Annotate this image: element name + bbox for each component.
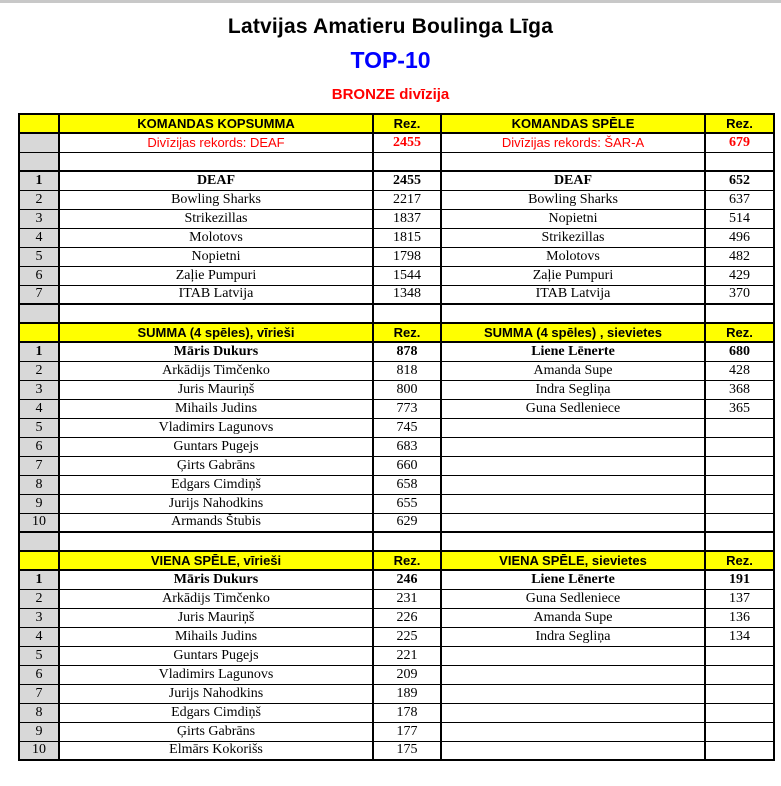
right-name-cell	[441, 494, 705, 513]
rank-cell: 3	[19, 608, 59, 627]
right-score-cell: 370	[705, 285, 774, 304]
table-row	[19, 380, 774, 399]
division-subtitle: BRONZE divīzija	[331, 86, 450, 103]
spacer-cell	[59, 532, 373, 551]
right-name-cell: Molotovs	[441, 247, 705, 266]
rank-cell: 7	[19, 456, 59, 475]
rank-cell: 8	[19, 703, 59, 722]
right-score-cell	[705, 494, 774, 513]
right-name-cell: Amanda Supe	[441, 608, 705, 627]
left-rez-header: Rez.	[373, 551, 441, 570]
rank-cell: 6	[19, 266, 59, 285]
right-rez-header: Rez.	[705, 323, 774, 342]
table-row	[19, 570, 774, 589]
left-record-value: 2455	[373, 133, 441, 152]
spacer-cell	[59, 152, 373, 171]
left-section-title: KOMANDAS KOPSUMMA	[59, 114, 373, 133]
left-score-cell: 818	[373, 361, 441, 380]
page-title: Latvijas Amatieru Boulinga Līga	[227, 15, 554, 38]
right-name-cell	[441, 513, 705, 532]
table-row	[19, 722, 774, 741]
right-score-cell: 496	[705, 228, 774, 247]
left-name-cell: DEAF	[59, 171, 373, 190]
right-score-cell: 365	[705, 399, 774, 418]
table-row	[19, 361, 774, 380]
left-name-cell: Jurijs Nahodkins	[59, 494, 373, 513]
right-rez-header: Rez.	[705, 551, 774, 570]
left-score-cell: 660	[373, 456, 441, 475]
right-name-cell: Strikezillas	[441, 228, 705, 247]
right-score-cell: 137	[705, 589, 774, 608]
table-row	[19, 437, 774, 456]
left-score-cell: 1544	[373, 266, 441, 285]
left-name-cell: Māris Dukurs	[59, 342, 373, 361]
table-row	[19, 665, 774, 684]
right-name-cell	[441, 722, 705, 741]
left-name-cell: Vladimirs Lagunovs	[59, 665, 373, 684]
right-name-cell: Indra Segliņa	[441, 380, 705, 399]
rank-cell: 9	[19, 722, 59, 741]
spacer-cell	[441, 304, 705, 323]
corner-cell	[19, 551, 59, 570]
right-score-cell	[705, 665, 774, 684]
left-score-cell: 878	[373, 342, 441, 361]
left-score-cell: 246	[373, 570, 441, 589]
left-rez-header: Rez.	[373, 114, 441, 133]
table-row	[19, 190, 774, 209]
spacer-row	[19, 304, 774, 323]
spacer-rank-cell	[19, 532, 59, 551]
left-section-title: SUMMA (4 spēles), vīrieši	[59, 323, 373, 342]
spacer-cell	[373, 532, 441, 551]
left-name-cell: Māris Dukurs	[59, 570, 373, 589]
left-name-cell: ITAB Latvija	[59, 285, 373, 304]
right-score-cell: 136	[705, 608, 774, 627]
spacer-cell	[705, 304, 774, 323]
right-name-cell	[441, 665, 705, 684]
right-name-cell: Nopietni	[441, 209, 705, 228]
rank-cell: 10	[19, 741, 59, 760]
rank-cell: 3	[19, 380, 59, 399]
right-name-cell	[441, 418, 705, 437]
left-name-cell: Molotovs	[59, 228, 373, 247]
right-name-cell: Guna Sedleniece	[441, 589, 705, 608]
right-score-cell: 428	[705, 361, 774, 380]
right-score-cell: 482	[705, 247, 774, 266]
spacer-cell	[441, 152, 705, 171]
right-score-cell: 514	[705, 209, 774, 228]
left-score-cell: 629	[373, 513, 441, 532]
right-score-cell	[705, 741, 774, 760]
right-rez-header: Rez.	[705, 114, 774, 133]
right-score-cell	[705, 684, 774, 703]
table-row	[19, 266, 774, 285]
rank-cell: 6	[19, 665, 59, 684]
table-row	[19, 247, 774, 266]
left-score-cell: 1815	[373, 228, 441, 247]
window-top-border	[0, 0, 781, 3]
table-row	[19, 494, 774, 513]
left-name-cell: Jurijs Nahodkins	[59, 684, 373, 703]
table-row	[19, 608, 774, 627]
left-score-cell: 178	[373, 703, 441, 722]
spacer-cell	[705, 532, 774, 551]
table-row	[19, 741, 774, 760]
table-row	[19, 285, 774, 304]
table-row	[19, 513, 774, 532]
left-name-cell: Arkādijs Timčenko	[59, 361, 373, 380]
left-name-cell: Edgars Cimdiņš	[59, 475, 373, 494]
section-header-row	[19, 114, 774, 133]
spacer-cell	[705, 152, 774, 171]
right-name-cell: Liene Lēnerte	[441, 342, 705, 361]
table-row	[19, 646, 774, 665]
left-name-cell: Mihails Judins	[59, 627, 373, 646]
left-name-cell: Juris Mauriņš	[59, 380, 373, 399]
left-record-label: Divīzijas rekords: DEAF	[59, 133, 373, 152]
left-score-cell: 175	[373, 741, 441, 760]
left-name-cell: Zaļie Pumpuri	[59, 266, 373, 285]
right-score-cell	[705, 703, 774, 722]
table-row	[19, 209, 774, 228]
table-row	[19, 684, 774, 703]
left-score-cell: 2455	[373, 171, 441, 190]
table-row	[19, 589, 774, 608]
left-score-cell: 209	[373, 665, 441, 684]
left-name-cell: Edgars Cimdiņš	[59, 703, 373, 722]
right-name-cell: Guna Sedleniece	[441, 399, 705, 418]
table-row	[19, 342, 774, 361]
right-name-cell	[441, 646, 705, 665]
right-name-cell	[441, 684, 705, 703]
right-section-title: SUMMA (4 spēles) , sievietes	[441, 323, 705, 342]
right-score-cell	[705, 513, 774, 532]
rank-cell: 9	[19, 494, 59, 513]
left-section-title: VIENA SPĒLE, vīrieši	[59, 551, 373, 570]
left-score-cell: 177	[373, 722, 441, 741]
rank-cell: 4	[19, 399, 59, 418]
right-score-cell	[705, 722, 774, 741]
rank-cell: 2	[19, 589, 59, 608]
right-section-title: VIENA SPĒLE, sievietes	[441, 551, 705, 570]
rank-cell: 3	[19, 209, 59, 228]
left-score-cell: 655	[373, 494, 441, 513]
left-name-cell: Ģirts Gabrāns	[59, 722, 373, 741]
left-score-cell: 221	[373, 646, 441, 665]
right-name-cell: Bowling Sharks	[441, 190, 705, 209]
rank-cell: 7	[19, 285, 59, 304]
left-name-cell: Elmārs Kokorišs	[59, 741, 373, 760]
division-record-row	[19, 133, 774, 152]
right-record-value: 679	[705, 133, 774, 152]
table-row	[19, 627, 774, 646]
right-score-cell: 429	[705, 266, 774, 285]
left-score-cell: 800	[373, 380, 441, 399]
spacer-cell	[373, 304, 441, 323]
table-row	[19, 399, 774, 418]
right-score-cell	[705, 437, 774, 456]
right-name-cell: Amanda Supe	[441, 361, 705, 380]
left-name-cell: Guntars Pugejs	[59, 646, 373, 665]
left-rez-header: Rez.	[373, 323, 441, 342]
right-score-cell	[705, 475, 774, 494]
right-score-cell: 680	[705, 342, 774, 361]
spacer-row	[19, 532, 774, 551]
top10-subtitle: TOP-10	[350, 47, 431, 73]
table-row	[19, 703, 774, 722]
spacer-cell	[441, 532, 705, 551]
spacer-row	[19, 152, 774, 171]
right-score-cell: 191	[705, 570, 774, 589]
left-name-cell: Vladimirs Lagunovs	[59, 418, 373, 437]
table-row	[19, 418, 774, 437]
corner-cell	[19, 323, 59, 342]
right-section-title: KOMANDAS SPĒLE	[441, 114, 705, 133]
rank-cell: 6	[19, 437, 59, 456]
left-score-cell: 225	[373, 627, 441, 646]
spacer-cell	[59, 304, 373, 323]
left-score-cell: 1798	[373, 247, 441, 266]
left-score-cell: 773	[373, 399, 441, 418]
spacer-rank-cell	[19, 304, 59, 323]
left-score-cell: 683	[373, 437, 441, 456]
right-score-cell: 134	[705, 627, 774, 646]
right-score-cell: 652	[705, 171, 774, 190]
left-name-cell: Bowling Sharks	[59, 190, 373, 209]
standings-table	[18, 113, 775, 761]
left-score-cell: 1837	[373, 209, 441, 228]
table-row	[19, 228, 774, 247]
rank-cell: 4	[19, 627, 59, 646]
rank-cell: 1	[19, 570, 59, 589]
right-record-label: Divīzijas rekords: ŠAR-A	[441, 133, 705, 152]
left-name-cell: Nopietni	[59, 247, 373, 266]
right-name-cell: DEAF	[441, 171, 705, 190]
rank-cell: 1	[19, 342, 59, 361]
section-header-row	[19, 551, 774, 570]
rank-cell: 7	[19, 684, 59, 703]
right-name-cell	[441, 703, 705, 722]
rank-cell: 4	[19, 228, 59, 247]
left-name-cell: Strikezillas	[59, 209, 373, 228]
right-score-cell: 637	[705, 190, 774, 209]
left-score-cell: 231	[373, 589, 441, 608]
corner-cell	[19, 114, 59, 133]
left-name-cell: Ģirts Gabrāns	[59, 456, 373, 475]
spacer-rank-cell	[19, 152, 59, 171]
spacer-cell	[373, 152, 441, 171]
left-score-cell: 2217	[373, 190, 441, 209]
left-name-cell: Arkādijs Timčenko	[59, 589, 373, 608]
table-row	[19, 475, 774, 494]
right-score-cell	[705, 418, 774, 437]
right-name-cell: Zaļie Pumpuri	[441, 266, 705, 285]
rank-cell: 1	[19, 171, 59, 190]
right-name-cell: Indra Segliņa	[441, 627, 705, 646]
right-name-cell: Liene Lēnerte	[441, 570, 705, 589]
right-score-cell: 368	[705, 380, 774, 399]
left-score-cell: 745	[373, 418, 441, 437]
table-row	[19, 171, 774, 190]
rank-cell: 5	[19, 247, 59, 266]
rank-cell: 8	[19, 475, 59, 494]
left-score-cell: 658	[373, 475, 441, 494]
left-name-cell: Armands Štubis	[59, 513, 373, 532]
right-name-cell	[441, 437, 705, 456]
table-row	[19, 456, 774, 475]
right-name-cell	[441, 456, 705, 475]
right-score-cell	[705, 646, 774, 665]
right-name-cell: ITAB Latvija	[441, 285, 705, 304]
record-rank-cell	[19, 133, 59, 152]
left-score-cell: 1348	[373, 285, 441, 304]
left-name-cell: Guntars Pugejs	[59, 437, 373, 456]
section-header-row	[19, 323, 774, 342]
left-score-cell: 226	[373, 608, 441, 627]
right-name-cell	[441, 475, 705, 494]
rank-cell: 10	[19, 513, 59, 532]
rank-cell: 5	[19, 646, 59, 665]
right-score-cell	[705, 456, 774, 475]
left-name-cell: Mihails Judins	[59, 399, 373, 418]
rank-cell: 2	[19, 190, 59, 209]
left-score-cell: 189	[373, 684, 441, 703]
left-name-cell: Juris Mauriņš	[59, 608, 373, 627]
rank-cell: 5	[19, 418, 59, 437]
standings-table-body	[19, 114, 774, 760]
rank-cell: 2	[19, 361, 59, 380]
right-name-cell	[441, 741, 705, 760]
